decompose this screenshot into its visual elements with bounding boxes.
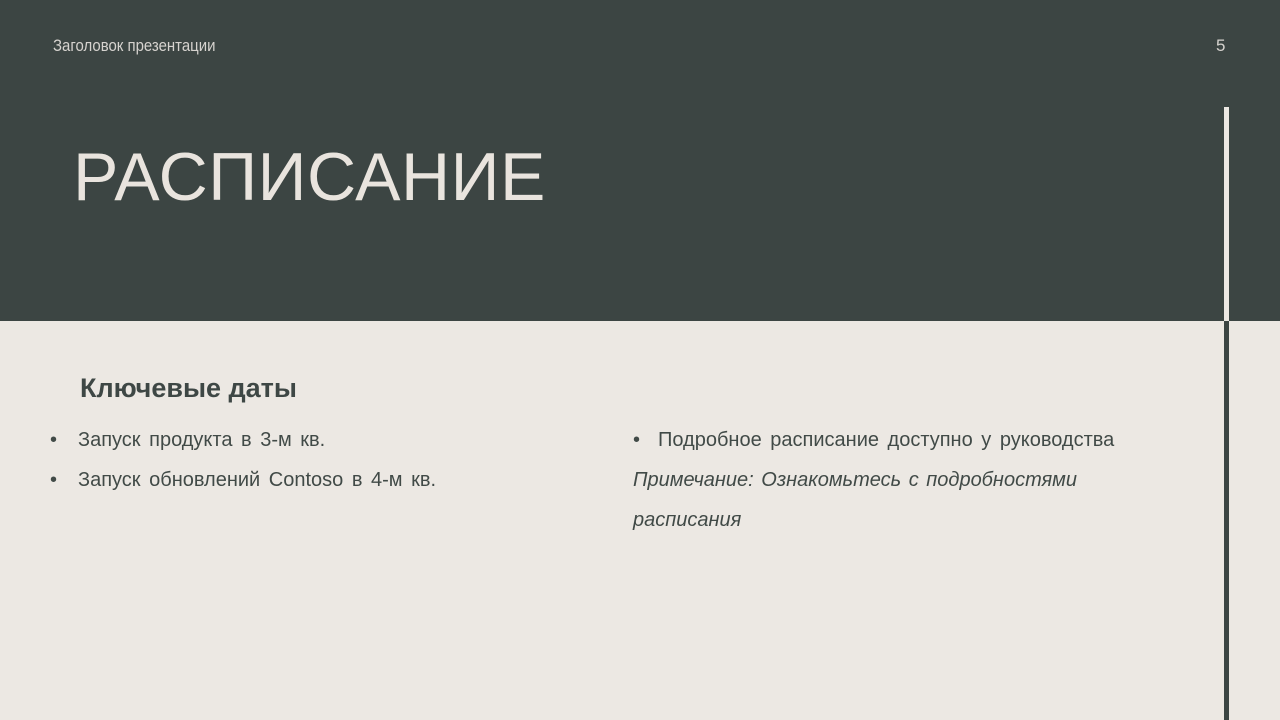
slide-title-panel <box>0 0 1280 321</box>
bullet-icon: • <box>50 469 58 491</box>
bullet-icon: • <box>633 429 641 451</box>
bullet-text: Запуск обновлений Contoso в 4-м кв. <box>78 469 437 491</box>
list-item <box>633 420 1193 460</box>
bullet-icon: • <box>50 429 58 451</box>
list-item <box>40 420 620 460</box>
bullet-text: Запуск продукта в 3-м кв. <box>78 429 326 451</box>
vertical-accent-line-light <box>1224 107 1229 321</box>
list-item <box>40 460 620 500</box>
slide-title: РАСПИСАНИЕ <box>73 139 546 215</box>
running-presentation-title: Заголовок презентации <box>53 36 216 55</box>
left-bullet-list <box>40 420 620 500</box>
note-text: Примечание: Ознакомьтесь с подробностями расписания <box>633 469 1078 531</box>
right-bullet-list <box>633 420 1193 540</box>
bullet-text: Подробное расписание доступно у руководства <box>658 429 1115 451</box>
slide-page-number: 5 <box>1216 36 1226 55</box>
section-heading: Ключевые даты <box>80 373 297 403</box>
vertical-accent-line-dark <box>1224 321 1229 720</box>
